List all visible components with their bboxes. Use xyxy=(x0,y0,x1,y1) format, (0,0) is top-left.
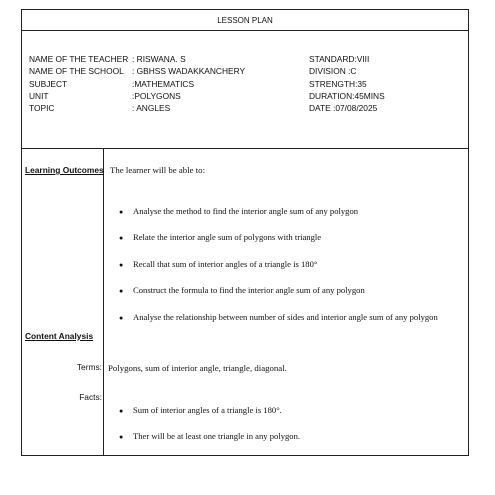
bullet-icon: ● xyxy=(119,314,124,323)
outcome-item: ● Analyse the method to find the interior angle sum of any polygon xyxy=(119,206,359,217)
info-strength: STRENGTH:35 xyxy=(309,78,367,89)
learning-outcomes-intro: The learner will be able to: xyxy=(110,165,206,175)
info-label-subject: SUBJECT xyxy=(29,78,68,89)
info-label-school: NAME OF THE SCHOOL xyxy=(29,66,124,77)
fact-item: ● Sum of interior angles of a triangle is 180°. xyxy=(119,405,282,416)
bullet-icon: ● xyxy=(119,287,124,296)
info-value-subject: :MATHEMATICS xyxy=(132,78,195,89)
info-standard: STANDARD:VIII xyxy=(309,54,370,64)
header-divider xyxy=(22,148,468,149)
info-value-unit: :POLYGONS xyxy=(132,90,181,101)
outcome-item: ● Construct the formula to find the interior angle sum of any polygon xyxy=(119,285,365,296)
info-label-topic: TOPIC xyxy=(29,103,55,114)
info-label-unit: UNIT xyxy=(29,90,49,101)
column-divider xyxy=(103,149,104,455)
class-info xyxy=(309,53,385,114)
info-label-teacher: NAME OF THE TEACHER xyxy=(29,54,129,64)
facts-label: Facts: xyxy=(79,392,102,402)
bullet-icon: ● xyxy=(119,261,124,270)
bullet-icon: ● xyxy=(119,208,124,217)
outcome-item: ● Recall that sum of interior angles of a triangle is 180° xyxy=(119,259,318,270)
teacher-info-labels xyxy=(29,53,128,114)
fact-item: ● Ther will be at least one triangle in any polygon. xyxy=(119,431,301,442)
info-value-school: : GBHSS WADAKKANCHERY xyxy=(132,66,246,77)
info-value-topic: : ANGLES xyxy=(132,103,171,114)
document-title: LESSON PLAN xyxy=(217,16,273,25)
learning-outcomes-heading: Learning Outcomes xyxy=(25,165,104,175)
bullet-icon: ● xyxy=(119,407,124,416)
info-duration: DURATION:45MINS xyxy=(309,90,385,101)
content-analysis-heading: Content Analysis xyxy=(25,331,94,341)
terms-value: Polygons, sum of interior angle, triangle, diagonal. xyxy=(108,363,287,373)
outcome-item: ● Analyse the relationship between number of sides and interior angle sum of any polygon xyxy=(119,312,438,323)
bullet-icon: ● xyxy=(119,234,124,243)
terms-label: Terms: xyxy=(76,362,102,372)
title-divider xyxy=(22,30,468,31)
outcome-item: ● Relate the interior angle sum of polygons with triangle xyxy=(119,232,322,243)
bullet-icon: ● xyxy=(119,433,124,442)
info-division: DIVISION :C xyxy=(309,66,357,77)
info-value-teacher: : RISWANA. S xyxy=(132,54,186,64)
info-date: DATE :07/08/2025 xyxy=(309,103,378,114)
teacher-info-values xyxy=(132,53,245,114)
lesson-plan-table xyxy=(21,9,469,456)
